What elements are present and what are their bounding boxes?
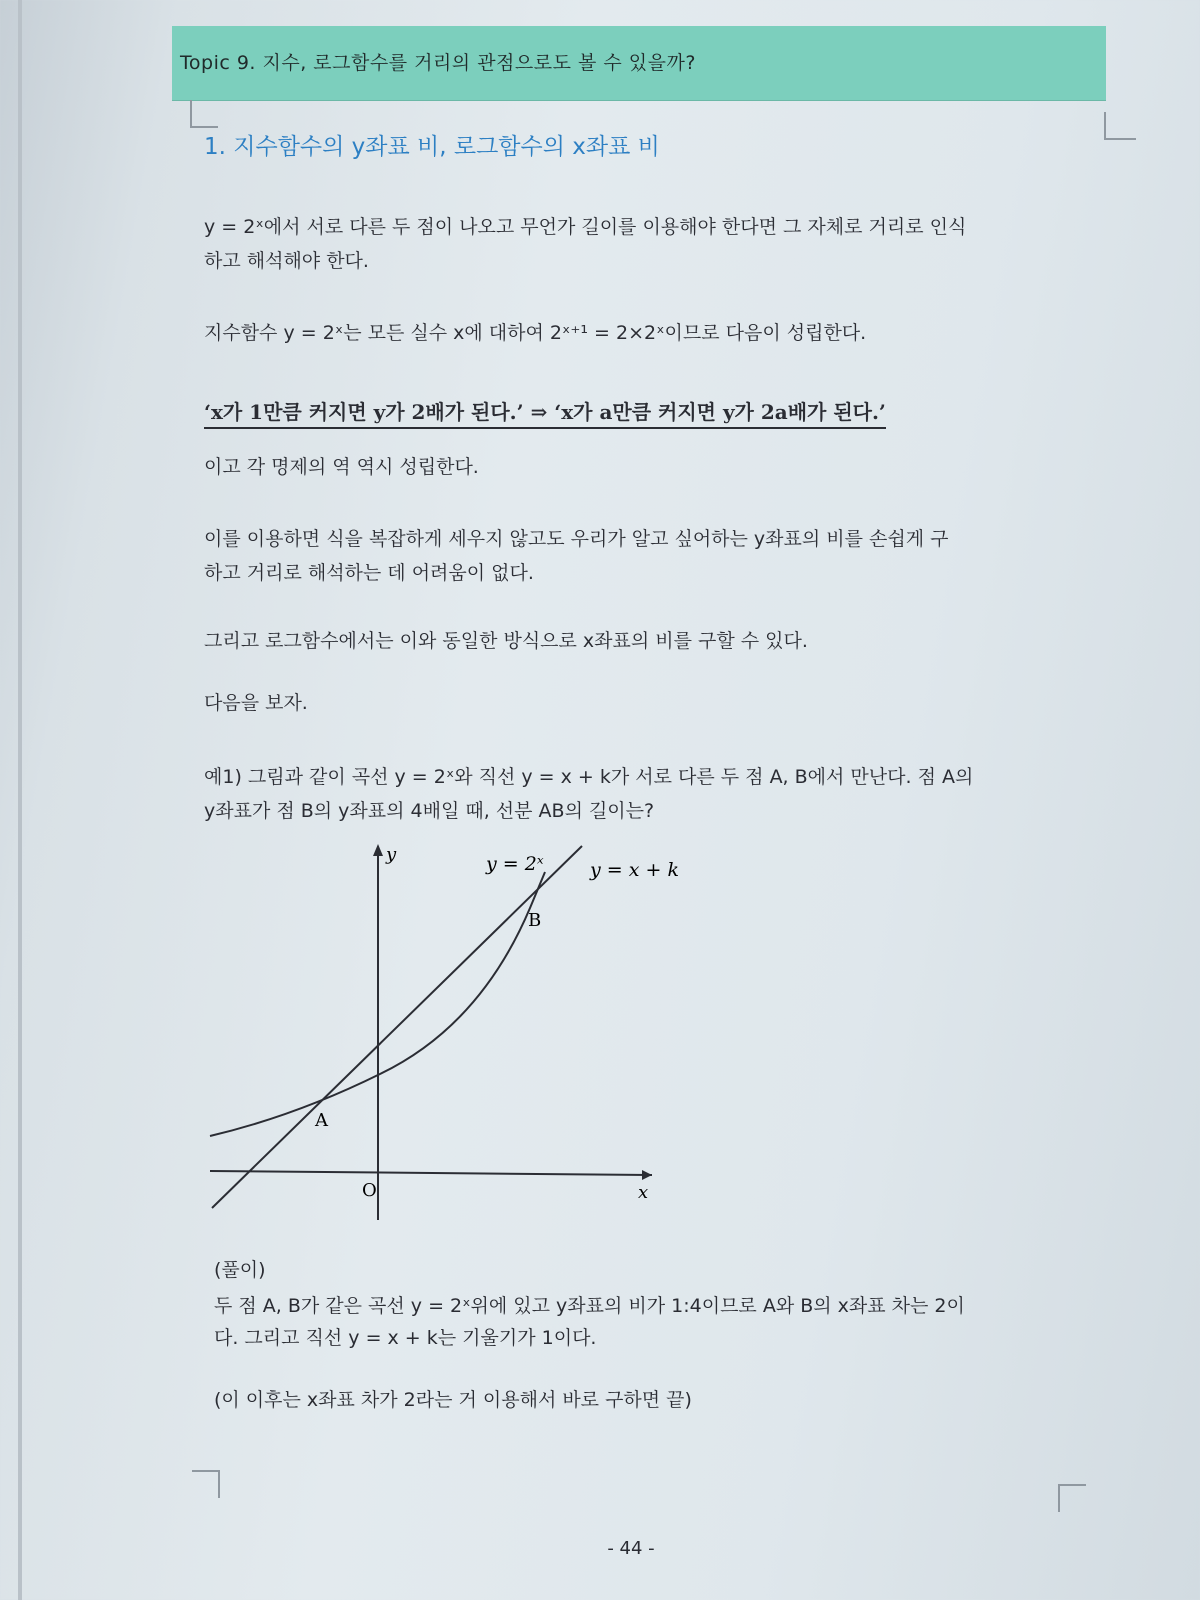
paragraph-1 <box>204 210 1104 278</box>
solution-line-1: 두 점 A, B가 같은 곡선 y = 2ˣ위에 있고 y좌표의 비가 1:4이므로 A와 B의 x좌표 차는 2이 <box>214 1295 965 1317</box>
graph-figure <box>200 836 680 1236</box>
solution-line-2: 다. 그리고 직선 y = x + k는 기울기가 1이다. <box>214 1327 597 1349</box>
example-problem <box>204 760 1104 828</box>
paragraph-4 <box>204 522 1104 590</box>
topic-title: Topic 9. 지수, 로그함수를 거리의 관점으로도 볼 수 있을까? <box>180 52 696 74</box>
crop-mark-bottom-left <box>192 1470 220 1498</box>
crop-mark-bottom-right <box>1058 1484 1086 1512</box>
y-axis-arrow <box>373 844 383 856</box>
paragraph-4-line-1: 이를 이용하면 식을 복잡하게 세우지 않고도 우리가 알고 싶어하는 y좌표의 비를 손쉽게 구 <box>204 528 949 550</box>
solution-heading: (풀이) <box>214 1259 266 1281</box>
paragraph-1-line-2: 하고 해석해야 한다. <box>204 250 369 272</box>
solution-note: (이 이후는 x좌표 차가 2라는 거 이용해서 바로 구하면 끝) <box>214 1389 692 1411</box>
y-axis-label: y <box>386 844 397 865</box>
paragraph-4-line-2: 하고 거리로 해석하는 데 어려움이 없다. <box>204 562 534 584</box>
paragraph-2: 지수함수 y = 2ˣ는 모든 실수 x에 대하여 2ˣ⁺¹ = 2×2ˣ이므로 다음이 성립한다. <box>204 322 867 344</box>
x-axis-arrow <box>642 1170 652 1180</box>
section-title: 1. 지수함수의 y좌표 비, 로그함수의 x좌표 비 <box>204 134 660 160</box>
crop-mark-top-left <box>190 100 218 128</box>
solution-body <box>214 1290 1094 1354</box>
paragraph-5: 그리고 로그함수에서는 이와 동일한 방식으로 x좌표의 비를 구할 수 있다. <box>204 630 808 652</box>
x-axis-line <box>210 1171 652 1175</box>
line-label: y = x + k <box>590 859 679 881</box>
paragraph-3: 이고 각 명제의 역 역시 성립한다. <box>204 456 479 478</box>
crop-mark-top-right <box>1104 112 1136 140</box>
line-y-x-plus-k <box>212 846 582 1208</box>
emphasis-statement: ‘x가 1만큼 커지면 y가 2배가 된다.’ ⇒ ‘x가 a만큼 커지면 y가 2a배가 된다.’ <box>204 396 886 429</box>
example-line-1: 예1) 그림과 같이 곡선 y = 2ˣ와 직선 y = x + k가 서로 다른 두 점 A, B에서 만난다. 점 A의 <box>204 766 974 788</box>
page-number: - 44 - <box>607 1538 655 1559</box>
topic-header <box>172 26 1106 100</box>
x-axis-label: x <box>638 1182 649 1203</box>
paragraph-1-line-1: y = 2ˣ에서 서로 다른 두 점이 나오고 무언가 길이를 이용해야 한다면 그 자체로 거리로 인식 <box>204 216 967 238</box>
example-line-2: y좌표가 점 B의 y좌표의 4배일 때, 선분 AB의 길이는? <box>204 800 655 822</box>
paragraph-6: 다음을 보자. <box>204 692 308 714</box>
point-b-label: B <box>528 910 542 931</box>
point-a-label: A <box>315 1110 328 1131</box>
page-edge <box>18 0 22 1600</box>
origin-label: O <box>362 1180 377 1201</box>
curve-label: y = 2ˣ <box>486 853 544 875</box>
